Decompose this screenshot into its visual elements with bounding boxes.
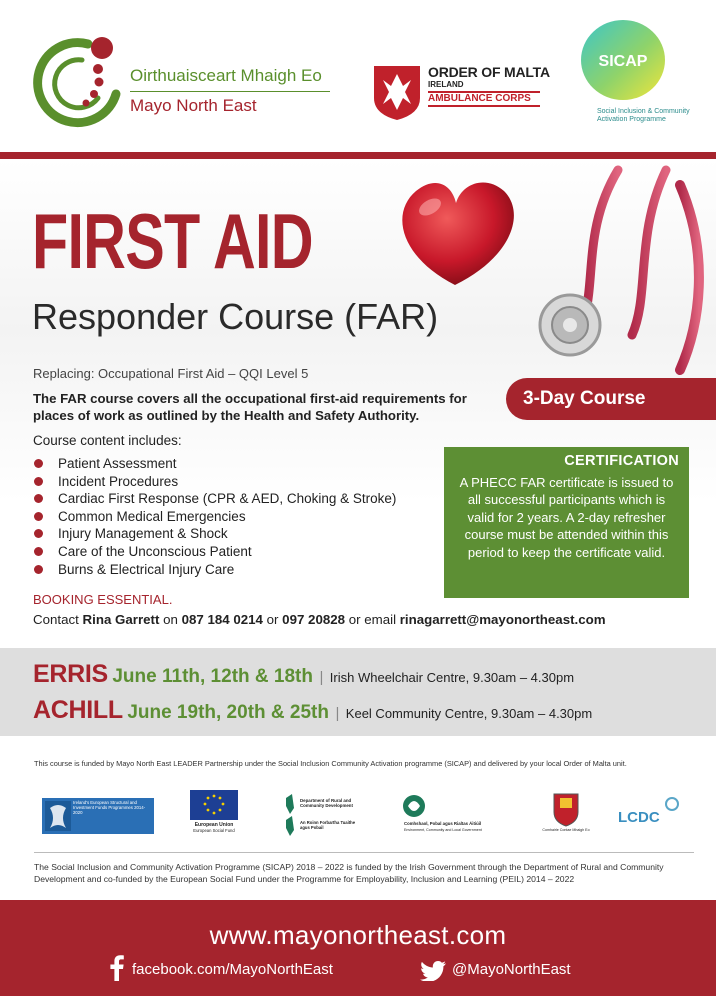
- contact-line: [33, 612, 606, 627]
- drcd-text: Department of Rural and Community Development: [300, 798, 353, 808]
- schedule-separator: |: [319, 669, 324, 686]
- drcd-irish-text: An Roinn Forbartha Tuaithe agus Pobail: [300, 820, 356, 830]
- department-rural-community-logo-icon: [282, 792, 364, 836]
- list-item-label: Care of the Unconscious Patient: [58, 543, 252, 559]
- list-item-label: Cardiac First Response (CPR & AED, Choking & Stroke): [58, 491, 397, 507]
- facebook-link[interactable]: facebook.com/MayoNorthEast: [132, 961, 333, 978]
- mne-name-english: Mayo North East: [130, 96, 257, 115]
- list-item-label: Incident Procedures: [58, 473, 179, 489]
- environment-community-logo-icon: [400, 794, 500, 834]
- lcdc-label: LCDC: [618, 809, 660, 826]
- esif-text: Ireland's European Structural and Investment Funds Programmes 2014-2020: [73, 800, 146, 815]
- heart-stethoscope-illustration: [380, 165, 716, 380]
- list-item: [33, 455, 396, 473]
- contact-phone-1[interactable]: 087 184 0214: [181, 612, 263, 627]
- twitter-handle-link[interactable]: @MayoNorthEast: [452, 961, 571, 978]
- schedule-venue: Keel Community Centre, 9.30am – 4.30pm: [345, 706, 593, 721]
- mayo-coco-text: Comhairle Contae Mhaigh Eo: [542, 828, 590, 832]
- lcdc-logo-icon: [616, 796, 682, 828]
- website-link[interactable]: www.mayonortheast.com: [209, 920, 507, 950]
- contact-prefix: Contact: [33, 612, 79, 627]
- esif-logo-icon: [42, 798, 154, 834]
- order-of-malta-shield-icon: [372, 64, 422, 122]
- certification-box: [444, 447, 689, 598]
- schedule-location: ACHILL: [33, 696, 123, 724]
- bullet-icon: [34, 529, 43, 538]
- course-content-list: [33, 455, 396, 578]
- malta-corps: AMBULANCE CORPS: [428, 91, 540, 107]
- bullet-icon: [34, 494, 43, 503]
- certification-body: A PHECC FAR certificate is issued to all successful participants which is valid for 2 years. A 2-day refresher course must be attended within this period to keep the certificate valid.: [459, 475, 674, 560]
- funding-note: This course is funded by Mayo North East LEADER Partnership under the Social Inclusion Community Activation programme (SICAP) and delivered by your local Order of Malta unit.: [34, 759, 627, 768]
- bullet-icon: [34, 459, 43, 468]
- booking-note: BOOKING ESSENTIAL.: [33, 592, 173, 607]
- schedule-dates: June 11th, 12th & 18th: [112, 666, 313, 687]
- contact-phone-2[interactable]: 097 20828: [282, 612, 346, 627]
- list-item: [33, 543, 396, 561]
- sicap-name: SICAP: [598, 53, 648, 70]
- list-item-label: Patient Assessment: [58, 456, 177, 471]
- duration-badge: 3-Day Course: [506, 378, 716, 420]
- course-content-heading: Course content includes:: [33, 433, 182, 448]
- schedule-row-erris: [33, 660, 574, 689]
- contact-or-email: or email: [348, 612, 397, 627]
- schedule-separator: |: [335, 705, 340, 722]
- sicap-logo-icon: [578, 18, 668, 104]
- mayo-north-east-logo-icon: [32, 36, 124, 128]
- schedule-row-achill: [33, 696, 592, 725]
- bullet-icon: [34, 477, 43, 486]
- divider: [130, 91, 330, 92]
- bullet-icon: [34, 547, 43, 556]
- list-item: [33, 508, 396, 526]
- list-item: [33, 525, 396, 543]
- bullet-icon: [34, 512, 43, 521]
- facebook-icon: [110, 955, 124, 981]
- course-lead: The FAR course covers all the occupational first-aid requirements for places of work as outlined by the Health and Safety Authority.: [33, 391, 467, 423]
- contact-email-link[interactable]: rinagarrett@mayonortheast.com: [399, 612, 606, 627]
- mne-name-irish: Oirthuaisceart Mhaigh Eo: [130, 66, 322, 85]
- divider: [34, 852, 694, 853]
- funding-footer: The Social Inclusion and Community Activation Programme (SICAP) 2018 – 2022 is funded by the Irish Government through the Department of Rural and Community Development and co-funded by the European Social Fund under the Programme for Employability, Inclusion and Learning (PEIL) 2014 – 2022: [34, 862, 664, 884]
- esf-label: European Social Fund: [193, 828, 235, 833]
- schedule-dates: June 19th, 20th & 25th: [127, 702, 329, 723]
- malta-country: IRELAND: [428, 80, 464, 89]
- malta-title: ORDER OF MALTA: [428, 64, 550, 80]
- schedule-venue: Irish Wheelchair Centre, 9.30am – 4.30pm: [329, 670, 575, 685]
- eu-label: European Union: [194, 822, 234, 828]
- contact-name: Rina Garrett: [82, 612, 160, 627]
- list-item-label: Common Medical Emergencies: [58, 508, 246, 524]
- bullet-icon: [34, 565, 43, 574]
- list-item-label: Injury Management & Shock: [58, 526, 228, 542]
- sicap-subtitle: Social Inclusion & Community Activation Programme: [597, 108, 690, 123]
- list-item: [33, 490, 396, 508]
- twitter-icon: [420, 961, 446, 981]
- mayo-county-council-crest-icon: [538, 790, 594, 836]
- header-divider: [0, 152, 716, 159]
- clg-label: Comhshaol, Pobal agus Rialtas Áitiúil: [404, 821, 482, 826]
- european-union-logo-icon: [190, 790, 238, 834]
- list-item: [33, 561, 396, 579]
- replacing-note: Replacing: Occupational First Aid – QQI Level 5: [33, 366, 309, 381]
- clg-en-label: Environment, Community and Local Government: [404, 828, 482, 832]
- course-title: FIRST AID: [32, 197, 313, 285]
- schedule-location: ERRIS: [33, 660, 108, 688]
- contact-or: or: [266, 612, 279, 627]
- certification-title: CERTIFICATION: [564, 453, 679, 469]
- list-item: [33, 473, 396, 491]
- course-subtitle: Responder Course (FAR): [32, 296, 439, 337]
- list-item-label: Burns & Electrical Injury Care: [58, 561, 235, 577]
- contact-on: on: [163, 612, 178, 627]
